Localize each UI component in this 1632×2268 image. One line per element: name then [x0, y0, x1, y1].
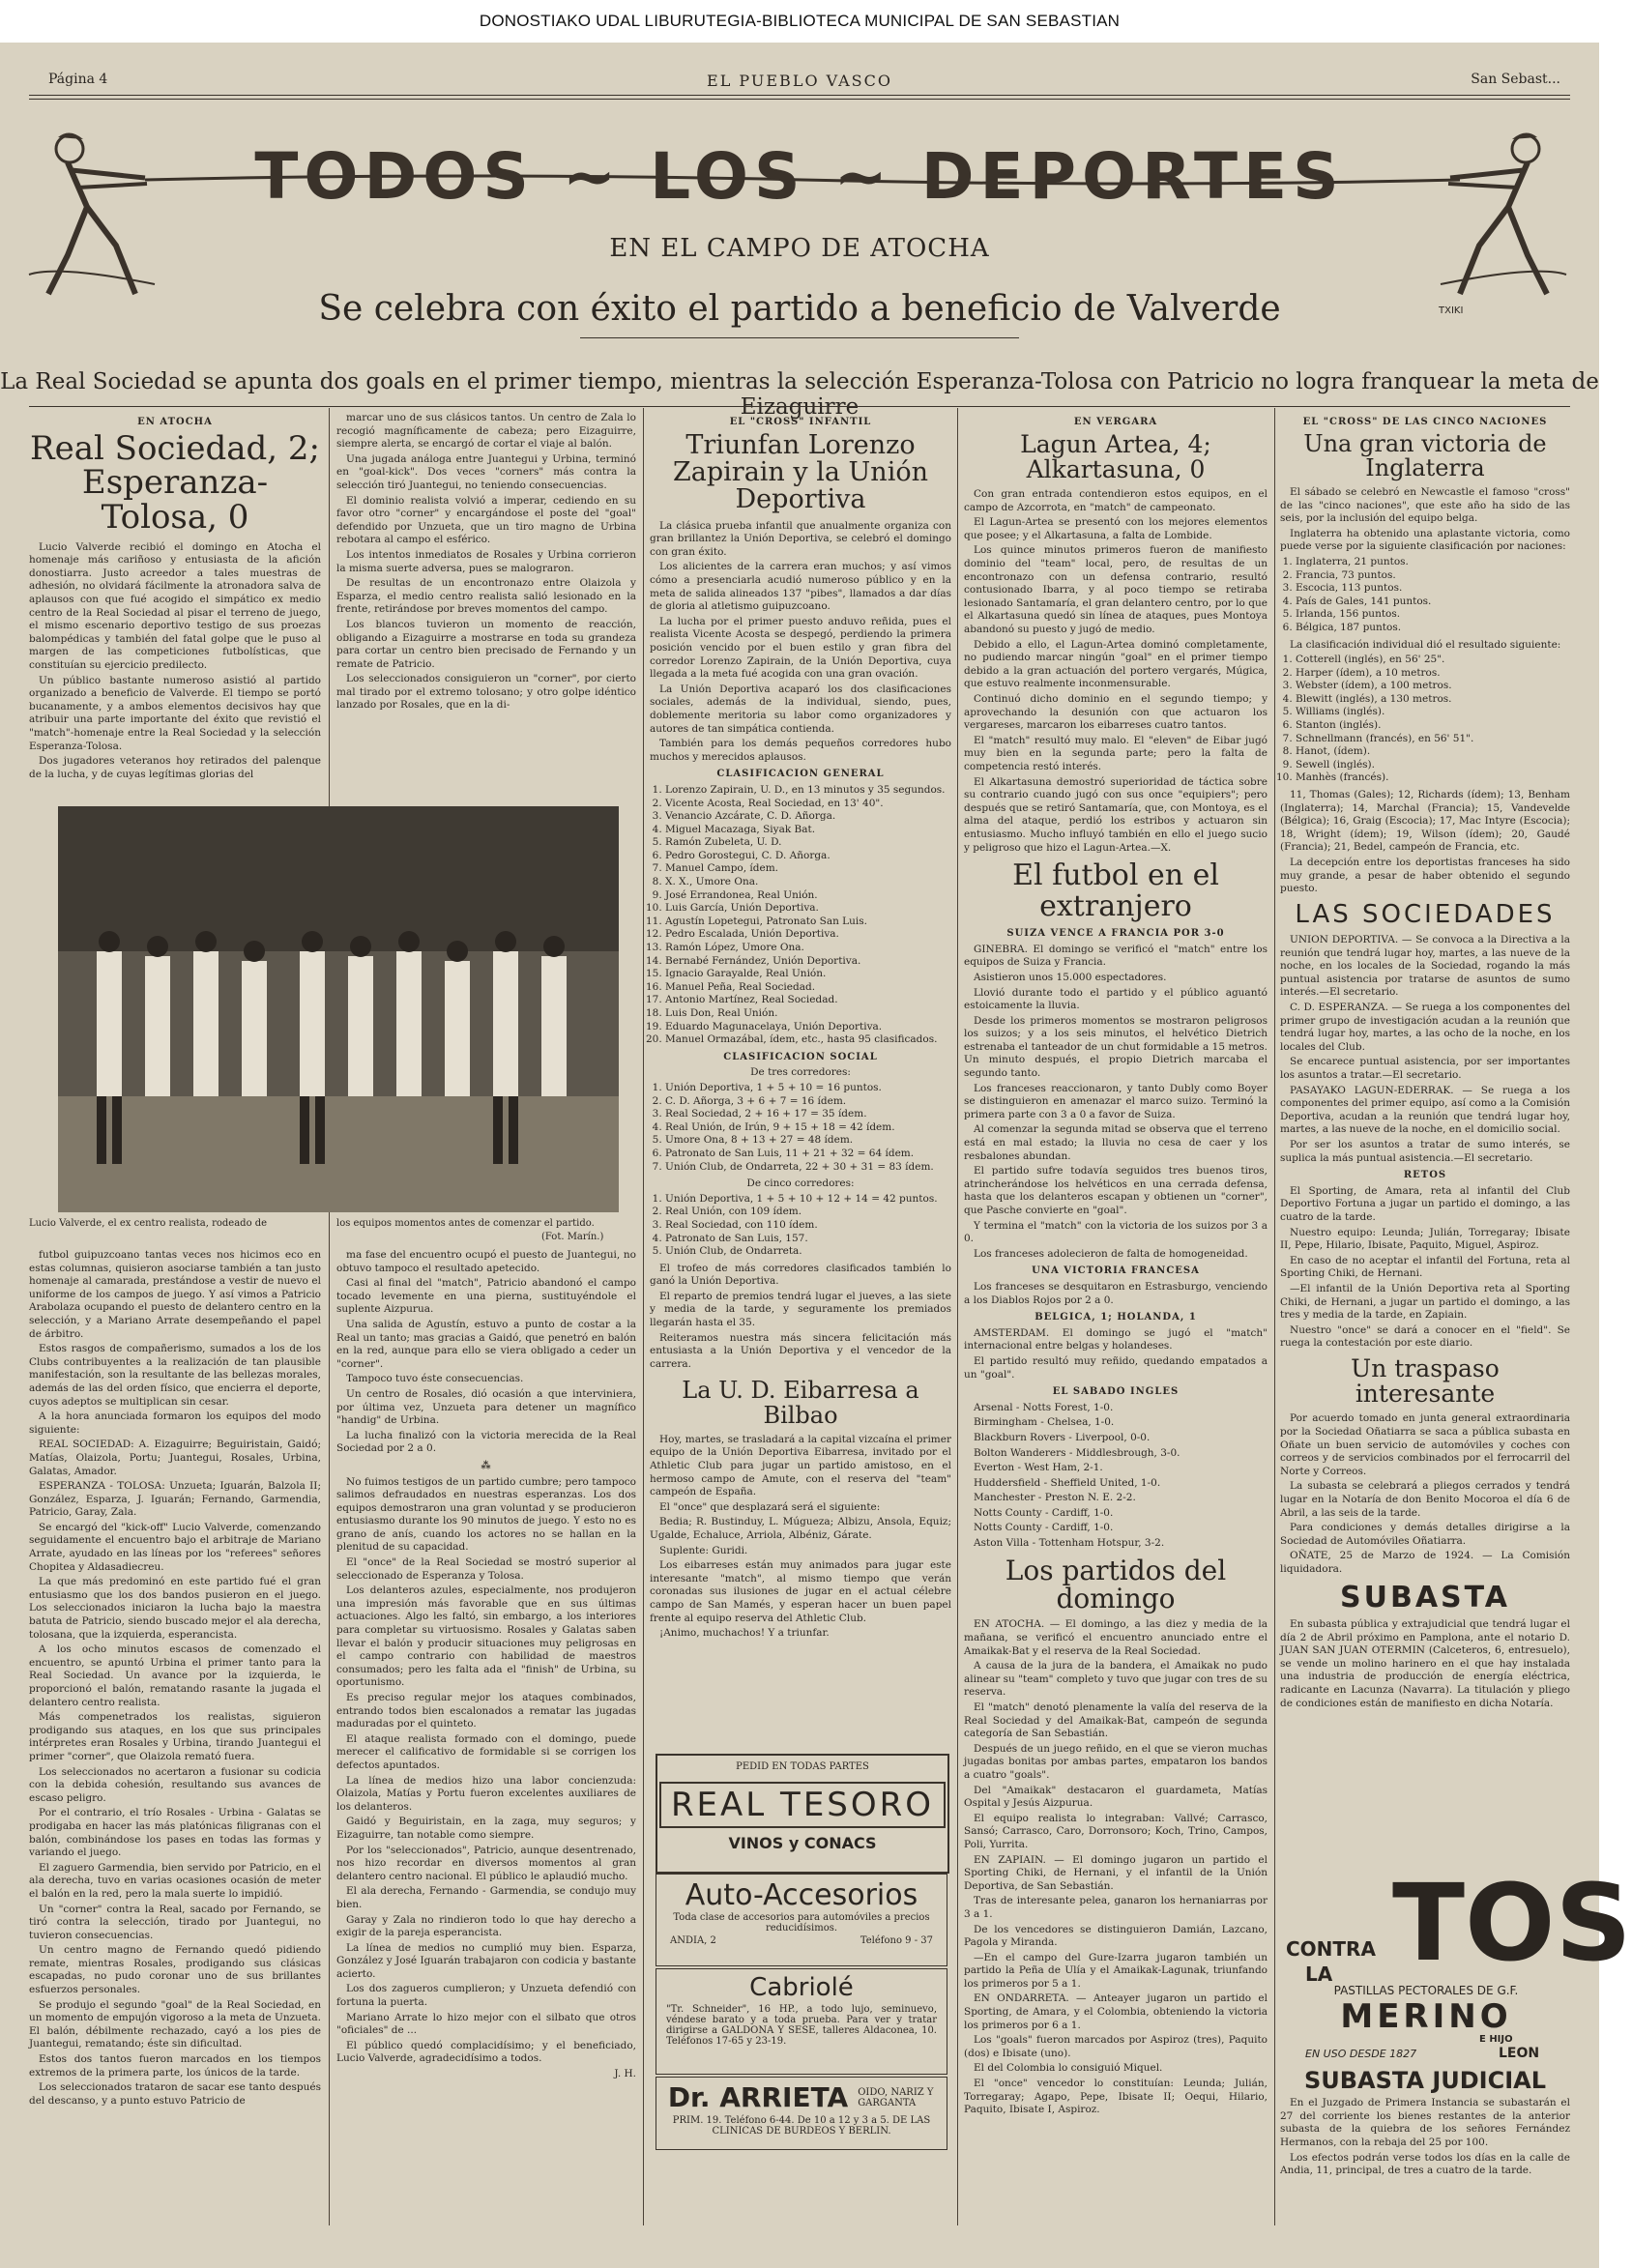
retos-subhead: RETOS: [1403, 1170, 1447, 1181]
photo-caption-right: los equipos momentos antes de comenzar el partido.: [336, 1218, 595, 1229]
ad-tesoro-sub: VINOS y CONACS: [728, 1834, 877, 1852]
col3-p5: También para los demás pequeños corredores hubo muchos y merecidos aplausos.: [650, 738, 951, 763]
col4-p17: Los franceses se desquitaron en Estrasburgo, venciendo a los Diablos Rojos por 2 a 0.: [964, 1280, 1268, 1306]
col4-p10: Llovió durante todo el partido y el público aguantó estoicamente la lluvia.: [964, 986, 1268, 1012]
column-1-bottom: [29, 1249, 321, 2225]
list-item: 15. Ignacio Garayalde, Real Unión.: [665, 968, 951, 981]
col2-p16: Los delanteros azules, especialmente, nos produjeron una impresión más favorable que en sus últimas actuaciones. Algo les faltó, sin embargo, a los interiores para completar su virtuosismo. Rosales y Galatas saben llevar el balón y producir situaciones muy peligrosas en el campo contrario con habilidad de maestros consumados; pero les falta ada el "finish" de Urbina, su oportunismo.: [336, 1585, 636, 1689]
ad-dr-arrieta: [656, 2077, 947, 2150]
col1-kicker: EN ATOCHA: [137, 417, 213, 427]
col2-p1: marcar uno de sus clásicos tantos. Un centro de Zala lo recogió magníficamente de cabeza; pero Eizaguirre, siempre alerta, se encargó de cortar el viaje al balón.: [336, 412, 636, 451]
col4-p6: El "match" resultó muy malo. El "eleven" de Eibar jugó muy bien en la segunda parte; pero la falta de competencia restó interés.: [964, 734, 1268, 772]
col2-p2: Una jugada análoga entre Juantegui y Urbina, terminó en "goal-kick". Dos veces "corners" más contra la selección tiró Juantegui, no teniendo consecuencias.: [336, 452, 636, 491]
col2-p18: El ataque realista formado con el domingo, puede merecer el calificativo de formidable si se corrigen los defectos apuntados.: [336, 1732, 636, 1771]
paper-name: EL PUEBLO VASCO: [707, 72, 892, 90]
list-item: 5. Unión Club, de Ondarreta.: [665, 1245, 951, 1259]
col2-p25: Los dos zagueros cumplieron; y Unzueta defendió con fortuna la puerta.: [336, 1983, 636, 2009]
col4-p27: Tras de interesante pelea, ganaron los hernaniarras por 3 a 1.: [964, 1895, 1268, 1920]
col1-p17: Un centro magno de Fernando quedó pidiendo remate, mientras Rosales, prodigando sus clásicas escapadas, no pudo coronar uno de sus brillantes esfuerzos personales.: [29, 1944, 321, 1996]
col1-p14: Por el contrario, el trío Rosales - Urbina - Galatas se prodigaba en hacer las más platónicas filigranas con el balón, combinándose los pases en todas las formas y variando el juego.: [29, 1807, 321, 1859]
column-2-bottom: [336, 1249, 636, 2225]
section-banner-title: TODOS ~ LOS ~ DEPORTES: [254, 139, 1345, 214]
ad-auto-title: Auto-Accesorios: [685, 1878, 918, 1912]
col1-p20: Los seleccionados trataron de sacar ese tanto después del descanso, y a punto estuvo Patricio de: [29, 2081, 321, 2107]
col4-p2: El Lagun-Artea se presentó con los mejores elementos que posee; y el Alkartasuna, a falta de Lombide.: [964, 516, 1268, 541]
list-item: 9. Sewell (inglés).: [1296, 759, 1570, 772]
eibarresa-headline: La U. D. Eibarresa a Bilbao: [682, 1377, 919, 1429]
col1-p5: Estos rasgos de compañerismo, sumados a los de los Clubs contribuyentes a la realización de tan plausible manifestación, son la resultante de las bellezas morales, además de las del orden físico, que encierra el deporte, cuyos adeptos se multiplican sin cesar.: [29, 1343, 321, 1408]
col2-p3: El dominio realista volvió a imperar, cediendo en su favor otro "corner" y encargándose el poste del "goal" defendido por Unzueta, que un tiro magno de Urbina rebotara al campo el esférico.: [336, 494, 636, 546]
col4-p5: Continuó dicho dominio en el segundo tiempo; y aprovechando la desunión con que actuaron los vergareses, marcaron los eibarreses cuatro tantos.: [964, 693, 1268, 732]
column-5: [1280, 412, 1570, 1746]
col5-p6: UNION DEPORTIVA. — Se convoca a la Directiva a la reunión que tendrá lugar hoy, martes, a las nueve de la noche, en los locales de la Sociedad, rogando la más puntual asistencia por tratarse de asuntos de sumo interés.—El secretario.: [1280, 934, 1570, 999]
list-item: 6. Patronato de San Luis, 11 + 21 + 32 = 64 ídem.: [665, 1148, 951, 1161]
col2-p23: Garay y Zala no rindieron todo lo que hay derecho a exigir de la pareja esperancista.: [336, 1913, 636, 1939]
col4-p26: EN ZAPIAIN. — El domingo jugaron un partido el Sporting Chiki, de Hernani, y el infantil de la Unión Deportiva, de San Sebastián.: [964, 1853, 1268, 1892]
result-line: Huddersfield - Sheffield United, 1-0.: [974, 1476, 1161, 1489]
list-item: 4. Real Unión, de Irún, 9 + 15 + 18 = 42 ídem.: [665, 1121, 951, 1135]
col4-p33: El "once" vencedor lo constituían: Leunda; Julián, Torregaray; Agapo, Pepe, Ibisate II; Oequi, Hilario, Paquito, Ibisate I, Aspiroz.: [964, 2078, 1268, 2116]
general-classification-title: CLASIFICACION GENERAL: [716, 769, 885, 780]
col4-p24: Del "Amaikak" destacaron el guardameta, Matías Ospital y Jesús Aizpurua.: [964, 1784, 1268, 1810]
ad-dr-title: Dr. ARRIETA: [667, 2081, 849, 2113]
col1-p6: A la hora anunciada formaron los equipos del modo siguiente:: [29, 1410, 321, 1436]
main-headline: Se celebra con éxito el partido a beneficio de Valverde: [318, 289, 1281, 329]
column-2-top: [336, 412, 636, 799]
list-item: 1. Unión Deportiva, 1 + 5 + 10 = 16 puntos.: [665, 1082, 951, 1095]
col2-p14: No fuimos testigos de un partido cumbre; pero tampoco salimos defraudados en nuestras esperanzas. Los dos equipos demostraron una gran voluntad y se producieron entusiasmo durante los 90 minutos de juego. Y esto no es grano de anís, cuando los actores no se hallan en la plenitud de su capacidad.: [336, 1475, 636, 1554]
col1-p1: Lucio Valverde recibió el domingo en Atocha el homenaje más cariñoso y entusiasta de la afición donostiarra. Justo acreedor a tales muestras de adhesión, no olvidará fácilmente la atronadora salva de aplausos con que fué acogido el simpático ex medio centro de la Real Sociedad al pisar el terreno de juego, el mismo escenario deportivo testigo de sus proezas balompédicas y también del fatal golpe que le puso al margen de las competiciones futbolísticas, que constituían su ejercicio predilecto.: [29, 540, 321, 671]
subasta-judicial-headline: SUBASTA JUDICIAL: [1303, 2067, 1547, 2094]
col5-p13: En caso de no aceptar el infantil del Fortuna, reta al Sporting Chiki, de Hernani.: [1280, 1254, 1570, 1280]
column-rule-4: [1274, 408, 1275, 2225]
column-1-top: [29, 412, 321, 799]
ad-tos-leon: LEON: [1499, 2046, 1540, 2061]
col2-p20: Gaidó y Beguiristain, en la zaga, muy seguros; y Eizaguirre, tan notable como siempre.: [336, 1816, 636, 1841]
list-item: 19. Eduardo Magunacelaya, Unión Deportiva.: [665, 1021, 951, 1034]
col4-p31: Los "goals" fueron marcados por Aspiroz (tres), Paquito (dos) e Ibisate (uno).: [964, 2034, 1268, 2059]
col1-headline: Real Sociedad, 2; Esperanza-Tolosa, 0: [30, 428, 320, 537]
col4-p18: AMSTERDAM. El domingo se jugó el "match" internacional entre belgas y holandeses.: [964, 1326, 1268, 1352]
subasta-headline: SUBASTA: [1339, 1580, 1510, 1614]
col1-p11: A los ocho minutos escasos de comenzado el encuentro, se apuntó Urbina el primer tanto para la Real Sociedad. Un avance por la izquierda, le proporcionó el balón, rematando rasante la jugada el delantero centro realista.: [29, 1643, 321, 1708]
list-item: 6. Bélgica, 187 puntos.: [1296, 622, 1570, 635]
result-line: Bolton Wanderers - Middlesbrough, 3-0.: [974, 1446, 1180, 1459]
ad-real-tesoro: [656, 1754, 949, 1874]
col2-p17: Es preciso regular mejor los ataques combinados, entrando todos bien escalonados a rematar las jugadas maduradas por el quinteto.: [336, 1692, 636, 1730]
list-item: 5. Irlanda, 156 puntos.: [1296, 608, 1570, 622]
suiza-subhead: SUIZA VENCE A FRANCIA POR 3-0: [1006, 928, 1225, 940]
col2-p19: La línea de medios hizo una labor concienzuda: Olaizola, Matías y Portu fueron excelentes auxiliares de los delanteros.: [336, 1774, 636, 1813]
main-deck: La Real Sociedad se apunta dos goals en el primer tiempo, mientras la selección Esperanza-Tolosa con Patricio no logra franquear la meta de Eizaguirre: [0, 369, 1599, 420]
ad-dr-specialty: OIDO, NARIZ Y GARGANTA: [858, 2086, 934, 2108]
list-item: 3. Venancio Azcárate, C. D. Añorga.: [665, 810, 951, 824]
col5-p16: Por acuerdo tomado en junta general extraordinaria por la Sociedad Oñatiarra se saca a pública subasta en Oñate un buen servicio de automóviles y coches con correos y de servicios combinados por el ferrocarril del Norte y Correos.: [1280, 1412, 1570, 1477]
viewer-title: DONOSTIAKO UDAL LIBURUTEGIA-BIBLIOTECA MUNICIPAL DE SAN SEBASTIAN: [479, 12, 1121, 30]
col5-p3: La clasificación individual dió el resultado siguiente:: [1290, 638, 1561, 651]
subasta-judicial: [1280, 2069, 1570, 2225]
list-item: 17. Antonio Martínez, Real Sociedad.: [665, 994, 951, 1007]
col4-kicker: EN VERGARA: [1073, 417, 1158, 427]
result-line: Everton - West Ham, 2-1.: [974, 1462, 1103, 1474]
list-item: 3. Webster (ídem), a 100 metros.: [1296, 680, 1570, 693]
col5-p19: OÑATE, 25 de Marzo de 1924. — La Comisión liquidadora.: [1280, 1550, 1570, 1575]
col2-p7: Los seleccionados consiguieron un "corner", por cierto mal tirado por el extremo tolosano; y otro golpe idéntico lanzado por Rosales, que en la di-: [336, 673, 636, 712]
col3-p4: La Unión Deportiva acaparó los dos clasificaciones sociales, además de la individual, siendo, pues, doblemente meritoria su labor como organizadores y autores de tan simpática contienda.: [650, 683, 951, 735]
societies-headline: LAS SOCIEDADES: [1295, 899, 1556, 929]
col4-p9: Asistieron unos 15.000 espectadores.: [974, 971, 1167, 983]
col2-p10: Una salida de Agustín, estuvo a punto de costar a la Real un tanto; mas gracias a Gaidó, que penetró en balón en la red, aunque para ello se viera obligado a ceder un "corner".: [336, 1318, 636, 1370]
deck-rule: [29, 406, 1570, 407]
col4-p12: Los franceses reaccionaron, y tanto Dubly como Boyer se distinguieron en amenazar el marco suizo. Terminó la primera parte con 3 a 0 a favor de Suiza.: [964, 1082, 1268, 1120]
col1-p8: ESPERANZA - TOLOSA: Unzueta; Iguarán, Balzola II; González, Esparza, J. Iguarán; Fernando, Garmendia, Patricio, Garay, Zala.: [29, 1480, 321, 1519]
ad-cab-text: "Tr. Schneider", 16 HP., a todo lujo, seminuevo, véndese barato y a toda prueba. Para ver y tratar dirigirse a GALDONA Y SESE, talleres Aldaconea, 10. Teléfonos 17-65 y 23-19.: [666, 2004, 937, 2047]
col4-p16: Los franceses adolecieron de falta de homogeneidad.: [974, 1247, 1248, 1260]
col2-p21: Por los "seleccionados", Patricio, aunque desentrenado, nos hizo recordar en diversos momentos al gran delantero centro nacional. El público le aplaudió mucho.: [336, 1844, 636, 1882]
social-three-list: [665, 1082, 951, 1174]
ad-tos-hijo: E HIJO: [1479, 2034, 1513, 2045]
col3-p13: Los eibarreses están muy animados para jugar este interesante "match", al mismo tiempo que verán coronadas sus ilusiones de jugar en el actual célebre campo de San Mamés, y esperan hacer un buen papel frente al equipo reserva del Athletic Club.: [650, 1559, 951, 1624]
col4-p23: Después de un juego reñido, en el que se vieron muchas jugadas bonitas por ambas partes, empataron los bandos a cuatro "goals".: [964, 1742, 1268, 1781]
list-item: 11. Agustín Lopetegui, Patronato San Luis.: [665, 916, 951, 929]
list-item: 10. Manhès (francés).: [1296, 771, 1570, 785]
result-line: Notts County - Cardiff, 1-0.: [974, 1522, 1114, 1534]
col2-p11: Tampoco tuvo éste consecuencias.: [346, 1373, 524, 1385]
list-item: 18. Luis Don, Real Unión.: [665, 1007, 951, 1021]
list-item: 5. Williams (inglés).: [1296, 706, 1570, 719]
ad-tos-merino: MERINO: [1340, 1997, 1512, 2036]
list-item: 7. Unión Club, de Ondarreta, 22 + 30 + 31 = 83 ídem.: [665, 1161, 951, 1175]
header-rule: [29, 95, 1570, 96]
list-item: 2. Harper (ídem), a 10 metros.: [1296, 667, 1570, 681]
viewer-title-bar: [0, 0, 1599, 43]
section-separator: ⁂: [481, 1460, 492, 1471]
list-item: 14. Bernabé Fernández, Unión Deportiva.: [665, 955, 951, 969]
list-item: 12. Pedro Escalada, Unión Deportiva.: [665, 928, 951, 942]
col1-p10: La que más predominó en este partido fué el gran entusiasmo que los dos bandos pusieron en el juego. Los seleccionados iniciaron la lucha bajo la maestra batuta de Patricio, siendo buscado mejor el ala derecha, tolosana, que la izquierda, esperancista.: [29, 1576, 321, 1641]
col4-p21: A causa de la jura de la bandera, el Amaikak no pudo alinear su "team" completo y tuvo que jugar con tres de su reserva.: [964, 1660, 1268, 1699]
col1-p18: Se produjo el segundo "goal" de la Real Sociedad, en un momento de empujón vigoroso a la meta de Unzueta. El balón, débilmente rechazado, cayó a los pies de Juantegui, rematando; éste sin dificultad.: [29, 1998, 321, 2050]
column-rule-2: [643, 408, 644, 2225]
col3-p10: El "once" que desplazará será el siguiente:: [659, 1500, 881, 1513]
foreign-football-headline: El futbol en el extranjero: [1012, 858, 1219, 923]
col3-p7: El reparto de premios tendrá lugar el jueves, a las siete y media de la tarde, y seguramente los premiados llegarán hasta el 35.: [650, 1290, 951, 1329]
col1-p12: Más compenetrados los realistas, siguieron prodigando sus ataques, en los que sus principales intérpretes eran Rosales y Urbina, tirando Juantegui el primer "corner", que Olaizola remató fuera.: [29, 1711, 321, 1762]
col4-p8: GINEBRA. El domingo se verificó el "match" entre los equipos de Suiza y Francia.: [964, 943, 1268, 969]
result-line: Aston Villa - Tottenham Hotspur, 3-2.: [974, 1537, 1165, 1550]
result-line: Manchester - Preston N. E. 2-2.: [974, 1492, 1136, 1504]
col2-p27: El público quedó complacidísimo; y el beneficiado, Lucio Valverde, agradecidísimo a todos.: [336, 2039, 636, 2065]
social-five-list: [665, 1193, 951, 1259]
illustrator-signature: TXIKI: [1439, 305, 1464, 316]
col4-p14: El partido sufre todavía seguidos tres buenos tiros, atrincherándose los helvéticos en una cerrada defensa, hasta que los delanteros escapan y obtienen un "corner", que Pasche convierte en "goal".: [964, 1165, 1268, 1216]
col3-p12: Suplente: Guridi.: [659, 1544, 748, 1556]
list-item: 1. Lorenzo Zapirain, U. D., en 13 minutos y 35 segundos.: [665, 784, 951, 798]
list-item: 10. Luis García, Unión Deportiva.: [665, 902, 951, 916]
col4-p7: El Alkartasuna demostró superioridad de táctica sobre su contrario cuando jugó con sus once "equipiers"; pero después que se retiró Santamaría, que, con Montoya, es el alma del ataque, perdió los estribos y actuaron sin entusiasmo. Mucho influyó también en ello el juego sucio y peligroso que hizo el Lagun-Artea.—X.: [964, 775, 1268, 854]
list-item: 2. Real Unión, con 109 ídem.: [665, 1206, 951, 1219]
col1-p19: Estos dos tantos fueron marcados en los tiempos extremos de la primera parte, los únicos de la tarde.: [29, 2053, 321, 2079]
col2-p9: Casi al final del "match", Patricio abandonó el campo tocado levemente en una pierna, sustituyéndole el suplente Aizpurua.: [336, 1277, 636, 1316]
running-header: [29, 72, 1570, 91]
col4-p19: El partido resultó muy reñido, quedando empatados a un "goal".: [964, 1354, 1268, 1381]
ad-cabriole: [656, 1968, 947, 2075]
list-item: 9. José Errandonea, Real Unión.: [665, 889, 951, 903]
col5-p9: PASAYAKO LAGUN-EDERRAK. — Se ruega a los componentes del primer equipo, así como a la Comisión Deportiva, acudan a la reunión que tendrá lugar hoy, martes, a las nueve de la noche, en el domicilio social.: [1280, 1084, 1570, 1136]
ad-auto-phone: Teléfono 9 - 37: [860, 1935, 933, 1946]
result-line: Birmingham - Chelsea, 1-0.: [974, 1416, 1115, 1429]
col4-p3: Los quince minutos primeros fueron de manifiesto dominio del "team" local, pero, de resultas de un encontronazo con un defensa contrario, resultó contusionado Ibarra, y al poco tiempo se retiraba lesionado Santamaría, el gran delantero centro, por lo que el Alkartasuna quedó sin línea de ataques, pues Montoya abandonó su puesto y jugó de medio.: [964, 544, 1268, 636]
french-victory-subhead: UNA VICTORIA FRANCESA: [1032, 1265, 1200, 1277]
col5-p7: C. D. ESPERANZA. — Se ruega a los componentes del primer grupo de investigación acudan a la reunión que tendrá lugar hoy, martes, a las ocho de la noche, en los locales del Club.: [1280, 1002, 1570, 1053]
list-item: 4. Miguel Macazaga, Siyak Bat.: [665, 824, 951, 837]
col4-p15: Y termina el "match" con la victoria de los suizos por 3 a 0.: [964, 1219, 1268, 1245]
col3-p3: La lucha por el primer puesto anduvo reñida, pues el realista Vicente Acosta se despegó, perdiendo la primera posición vencido por el buen estilo y gran fibra del corredor Lorenzo Zapirain, de la Unión Deportiva, cuya llegada a la meta fué acogida con una gran ovación.: [650, 615, 951, 681]
col4-p4: Debido a ello, el Lagun-Artea dominó completamente, no pudiendo marcar ningún "goal" en el primer tiempo debido a la gran actuación del portero vergarés, Múgica, que estuvo realmente inconmensurable.: [964, 638, 1268, 690]
col1-p16: Un "corner" contra la Real, sacado por Fernando, se tiró contra la selección, tirado por Juantegui, no tuvieron consecuencias.: [29, 1903, 321, 1941]
english-saturday-subhead: EL SABADO INGLES: [1052, 1386, 1180, 1398]
col2-p6: Los blancos tuvieron un momento de reacción, obligando a Eizaguirre a mostrarse en toda su grandeza para cortar un centro bien precisado de Fernando y un remate de Patricio.: [336, 618, 636, 670]
col1-p3: Dos jugadores veteranos hoy retirados del palenque de la lucha, y de cuyas legítimas glorias del: [29, 755, 321, 780]
col1-p9: Se encargó del "kick-off" Lucio Valverde, comenzando seguidamente el encuentro bajo el arbitraje de Mariano Arrate, ayudado en las líneas por los "referees" señores Chopitea y Aldasadiecreu.: [29, 1521, 321, 1573]
list-item: 1. Unión Deportiva, 1 + 5 + 10 + 12 + 14 = 42 puntos.: [665, 1193, 951, 1207]
list-item: 16. Manuel Peña, Real Sociedad.: [665, 981, 951, 995]
list-item: 7. Manuel Campo, ídem.: [665, 862, 951, 876]
team-photo: [58, 806, 619, 1212]
ad-auto-text: Toda clase de accesorios para automóviles a precios reducidísimos.: [673, 1912, 930, 1934]
list-item: 4. Blewitt (inglés), a 130 metros.: [1296, 693, 1570, 707]
ad-tesoro-top: PEDID EN TODAS PARTES: [736, 1761, 869, 1772]
list-item: 3. Escocia, 113 puntos.: [1296, 582, 1570, 596]
page-number: Página 4: [48, 72, 108, 87]
list-item: 2. Vicente Acosta, Real Sociedad, en 13' 40".: [665, 798, 951, 811]
col5-headline: Una gran victoria de Inglaterra: [1303, 429, 1547, 481]
list-item: 20. Manuel Ormazábal, ídem, etc., hasta 95 clasificados.: [665, 1033, 951, 1047]
ad-tos-contra: CONTRA: [1286, 1937, 1376, 1961]
header-rule-2: [29, 99, 1570, 100]
three-runners-label: De tres corredores:: [750, 1066, 851, 1079]
column-4: [964, 412, 1268, 2225]
sunday-matches-headline: Los partidos del domingo: [1005, 1554, 1227, 1615]
col2-p8: ma fase del encuentro ocupó el puesto de Juantegui, no obtuvo tampoco el resultado apetecido.: [336, 1249, 636, 1274]
col4-p1: Con gran entrada contendieron estos equipos, en el campo de Azcorrota, en "match" de campeonato.: [964, 488, 1268, 513]
col5-p22: Los efectos podrán verse todos los días en la calle de Andia, 11, principal, de tres a cuatro de la tarde.: [1280, 2151, 1570, 2177]
col3-p14: ¡Animo, muchachos! Y a triunfar.: [659, 1627, 830, 1640]
col2-p15: El "once" de la Real Sociedad se mostró superior al seleccionado de Esperanza y Tolosa.: [336, 1556, 636, 1582]
list-item: 6. Stanton (inglés).: [1296, 719, 1570, 733]
list-item: 3. Real Sociedad, 2 + 16 + 17 = 35 ídem.: [665, 1108, 951, 1121]
top-kicker: EN EL CAMPO DE ATOCHA: [609, 234, 990, 263]
col2-p26: Mariano Arrate lo hizo mejor con el silbato que otros "oficiales" de ...: [336, 2011, 636, 2037]
column-rule-1: [329, 408, 330, 2225]
col5-kicker: EL "CROSS" DE LAS CINCO NACIONES: [1302, 417, 1548, 427]
list-item: 6. Pedro Gorostegui, C. D. Añorga.: [665, 850, 951, 863]
list-item: 1. Inglaterra, 21 puntos.: [1296, 556, 1570, 569]
result-line: Blackburn Rovers - Liverpool, 0-0.: [974, 1431, 1151, 1443]
col5-p14: —El infantil de la Unión Deportiva reta al Sporting Chiki, de Hernani, a jugar un partido el domingo, a las tres y media de la tarde, en Zapiain.: [1280, 1282, 1570, 1322]
col4-p28: De los vencedores se distinguieron Damián, Lazcano, Pagola y Miranda.: [964, 1923, 1268, 1949]
social-classification-title: CLASIFICACION SOCIAL: [723, 1051, 878, 1062]
header-right: San Sebast...: [1471, 72, 1560, 87]
col3-p8: Reiteramos nuestra más sincera felicitación más entusiasta a la Unión Deportiva y el vencedor de la carrera.: [650, 1331, 951, 1370]
list-item: 5. Umore Ona, 8 + 13 + 27 = 48 ídem.: [665, 1134, 951, 1148]
ad-auto-address: ANDIA, 2: [670, 1935, 716, 1946]
list-item: 4. País de Gales, 141 puntos.: [1296, 596, 1570, 609]
col4-p30: EN ONDARRETA. — Anteayer jugaron un partido el Sporting, de Amara, y el Colombia, obteniendo la victoria los primeros por 6 a 1.: [964, 1992, 1268, 2031]
traspaso-headline: Un traspaso interesante: [1351, 1353, 1500, 1409]
five-runners-label: De cinco corredores:: [746, 1178, 855, 1190]
col4-p25: El equipo realista lo integraban: Vallvé; Carrasco, Sansó; Carrasco, Caro, Dorronsoro; Koch, Trino, Campos, Poli, Yurrita.: [964, 1812, 1268, 1850]
col3-p11: Bedia; R. Bustinduy, L. Múgueza; Albizu, Ansola, Equiz; Ugalde, Echaluce, Arriola, Albéniz, Gárate.: [650, 1516, 951, 1541]
list-item: 4. Patronato de San Luis, 157.: [665, 1233, 951, 1246]
col5-p8: Se encarece puntual asistencia, por ser importantes los asuntos a tratar.—El secretario.: [1280, 1056, 1570, 1082]
ad-tos-word: TOS: [1392, 1861, 1632, 1985]
list-item: 1. Cotterell (inglés), en 56' 25".: [1296, 654, 1570, 667]
col2-p13: La lucha finalizó con la victoria merecida de la Real Sociedad por 2 a 0.: [336, 1429, 636, 1455]
list-item: 2. C. D. Añorga, 3 + 6 + 7 = 16 ídem.: [665, 1095, 951, 1109]
col3-p2: Los alicientes de la carrera eran muchos; y así vimos cómo a presenciarla acudió numeroso público y en la meta de salida alineados 137 "pibes", llamados a dar días de gloria al atletismo guipuzcoano.: [650, 561, 951, 613]
nations-list: [1296, 556, 1570, 635]
col4-p11: Desde los primeros momentos se mostraron peligrosos los suizos; y a los seis minutos, el helvético Dietrich estrenaba el tanteador de un chut formidable a 15 metros. Un minuto después, el propio Dietrich marcaba el segundo tanto.: [964, 1014, 1268, 1080]
general-classification-list: [665, 784, 951, 1047]
ad-auto-accesorios: [656, 1874, 947, 1966]
col4-p32: El del Colombia lo consiguió Miquel.: [974, 2062, 1163, 2075]
col2-p24: La línea de medios no cumplió muy bien. Esparza, González y José Iguarán trabajaron con codicia y bastante acierto.: [336, 1941, 636, 1980]
list-item: 8. Hanot, (ídem).: [1296, 745, 1570, 759]
col5-p12: Nuestro equipo: Leunda; Julián, Torregaray; Ibisate II, Pepe, Hilario, Ibisate, Paquito, Miguel, Aspiroz.: [1280, 1226, 1570, 1252]
col2-p5: De resultas de un encontronazo entre Olaizola y Esparza, el medio centro realista salió lesionado en la frente, retirándose por breves momentos del campo.: [336, 577, 636, 616]
col4-p22: El "match" denotó plenamente la valía del reserva de la Real Sociedad y del Amaikak-Bat, campeón de segunda categoría de San Sebastián.: [964, 1701, 1268, 1740]
photo-caption-left: Lucio Valverde, el ex centro realista, rodeado de: [29, 1218, 268, 1229]
col4-p13: Al comenzar la segunda mitad se observa que el terreno está en mal estado; la lluvia no cesa de caer y los resbalones abundan.: [964, 1123, 1268, 1162]
col2-p22: El ala derecha, Fernando - Garmendia, se condujo muy bien.: [336, 1885, 636, 1910]
ad-dr-address: PRIM. 19. Teléfono 6-44. De 10 a 12 y 3 a 5. DE LAS CLINICAS DE BURDEOS Y BERLIN.: [672, 2115, 931, 2137]
col5-p5: La decepción entre los deportistas franceses ha sido muy grande, a pesar de haber obtenido el segundo puesto.: [1280, 857, 1570, 895]
col5-p20: En subasta pública y extrajudicial que tendrá lugar el día 2 de Abril próximo en Pamplona, ante el notario D. JUAN SAN JUAN OTERMIN (Calceteros, 6, entresuelo), se vende un molino harinero en el que hay instalada una industria de producción de energía eléctrica, radicante en Lacunza (Navarra). La titulación y pliego de condiciones están de manifiesto en dicha Notaría.: [1280, 1618, 1570, 1709]
col4-p20: EN ATOCHA. — El domingo, a las diez y media de la mañana, se verificó el encuentro anunciado entre el Amaikak-Bat y el reserva de la Real Sociedad.: [964, 1618, 1268, 1657]
col3-kicker: EL "CROSS" INFANTIL: [729, 417, 872, 427]
list-item: 13. Ramón López, Umore Ona.: [665, 942, 951, 955]
ad-contra-la-tos: [1286, 1861, 1632, 2063]
ad-cab-title: Cabriolé: [749, 1973, 854, 2002]
headline-rule: [580, 337, 1019, 338]
col5-p21: En el Juzgado de Primera Instancia se subastarán el 27 del corriente los bienes restantes de la anterior subasta de la quiebra de los señores Fernández Hermanos, con la rebaja del 25 por 100.: [1280, 2097, 1570, 2148]
col5-p17: La subasta se celebrará a pliegos cerrados y tendrá lugar en la Notaría de don Benito Mocoroa el día 6 de Abril, a las seis de la tarde.: [1280, 1480, 1570, 1519]
col4-headline: Lagun Artea, 4; Alkartasuna, 0: [1020, 429, 1211, 483]
newspaper-page: [0, 43, 1632, 2268]
col2-p4: Los intentos inmediatos de Rosales y Urbina corrieron la misma suerte adversa, pues se malograron.: [336, 548, 636, 574]
col1-p13: Los seleccionados no acertaron a fusionar su codicia con la debida cohesión, resultando sus avances de escaso peligro.: [29, 1765, 321, 1804]
result-line: Notts County - Cardiff, 1-0.: [974, 1506, 1114, 1519]
col2-p12: Un centro de Rosales, dió ocasión a que interviniera, por última vez, Unzueta para detener un magnífico "handig" de Urbina.: [336, 1387, 636, 1427]
col5-p11: El Sporting, de Amara, reta al infantil del Club Deportivo Fortuna a jugar un partido el domingo, a las cuatro de la tarde.: [1280, 1184, 1570, 1223]
list-item: 8. X. X., Umore Ona.: [665, 876, 951, 889]
list-item: 7. Schnellmann (francés), en 56' 51".: [1296, 733, 1570, 746]
col2-signature: J. H.: [614, 2068, 636, 2080]
ad-tos-pastillas: PASTILLAS PECTORALES DE G.F.: [1333, 1984, 1519, 1997]
photo-credit: (Fot. Marín.): [541, 1232, 604, 1242]
col3-p9: Hoy, martes, se trasladará a la capital vizcaína el primer equipo de la Unión Deportiva Eibarresa, invitado por el Athletic Club para jugar un partido amistoso, en el hermoso campo de Amute, con el reserva del "team" campeón de España.: [650, 1433, 951, 1498]
ad-tos-desde: EN USO DESDE 1827: [1305, 2048, 1417, 2060]
col1-p2: Un público bastante numeroso asistió al partido organizado a beneficio de Valverde. El tiempo se portó bucanamente, y a ambos elementos decisivos hay que atribuir una parte importante del éxito que revistió el "match"-homenaje entre la Real Sociedad y la selección Esperanza-Tolosa.: [29, 674, 321, 752]
col5-p15: Nuestro "once" se dará a conocer en el "field". Se ruega la contestación por este diario.: [1280, 1323, 1570, 1350]
col4-p29: —En el campo del Gure-Izarra jugaron también un partido la Peña de Ulía y el Amaikak-Lagunak, triunfando los primeros por 5 a 1.: [964, 1951, 1268, 1990]
result-line: Arsenal - Notts Forest, 1-0.: [974, 1401, 1114, 1413]
list-item: 2. Francia, 73 puntos.: [1296, 569, 1570, 583]
col5-p10: Por ser los asuntos a tratar de sumo interés, se suplica la más puntual asistencia.—El secretario.: [1280, 1138, 1570, 1164]
column-3: [650, 412, 951, 1746]
col3-p1: La clásica prueba infantil que anualmente organiza con gran brillantez la Unión Deportiva, se celebró el domingo con gran éxito.: [650, 519, 951, 558]
col1-p7: REAL SOCIEDAD: A. Eizaguirre; Beguiristain, Gaidó; Matías, Olaizola, Portu; Juantegui, Rosales, Urbina, Galatas, Amador.: [29, 1439, 321, 1477]
col5-p18: Para condiciones y demás detalles dirigirse a la Sociedad de Automóviles Oñatiarra.: [1280, 1522, 1570, 1547]
col3-p6: El trofeo de más corredores clasificados también lo ganó la Unión Deportiva.: [650, 1262, 951, 1288]
ad-tos-la: LA: [1305, 1963, 1333, 1986]
col1-p15: El zaguero Garmendia, bien servido por Patricio, en el ala derecha, tuvo en varias ocasiones ocasión de meter el balón en la red, pero la mala suerte lo impidió.: [29, 1861, 321, 1900]
col1-p4: futbol guipuzcoano tantas veces nos hicimos eco en estas columnas, quisieron asociarse también a tan justo homenaje al camarada, prestándose a vestir de nuevo el uniforme de los campos de juego. Y así vimos a Patricio Arabolaza ocupando el puesto de delantero centro en la selección, y a Mariano Arrate desempeñando el papel de árbitro.: [29, 1249, 321, 1340]
column-rule-3: [957, 408, 958, 2225]
col3-headline: Triunfan Lorenzo Zapirain y la Unión Deportiva: [673, 429, 928, 515]
col5-p4: 11, Thomas (Gales); 12, Richards (ídem); 13, Benham (Inglaterra); 14, Marchal (Francia); 15, Vandevelde (Bélgica); 16, Graig (Escocia); 17, Mac Intyre (Escocia); 18, Wright (ídem); 19, Wilson (ídem); 20, Gaudé (Francia); 21, Bedel, campeón de Francia, etc.: [1280, 789, 1570, 854]
col5-p2: Inglaterra ha obtenido una aplastante victoria, como puede verse por la siguiente clasificación por naciones:: [1280, 527, 1570, 553]
list-item: 3. Real Sociedad, con 110 ídem.: [665, 1219, 951, 1233]
col5-p1: El sábado se celebró en Newcastle el famoso "cross" de las "cinco naciones", que este año ha sido de las seis, por la inclusión del equipo belga.: [1280, 485, 1570, 525]
individual-list: [1296, 654, 1570, 785]
belgica-holanda-subhead: BELGICA, 1; HOLANDA, 1: [1035, 1312, 1197, 1323]
team-photo-image: [58, 806, 619, 1212]
list-item: 5. Ramón Zubeleta, U. D.: [665, 836, 951, 850]
ad-tesoro-title: REAL TESORO: [659, 1782, 946, 1828]
